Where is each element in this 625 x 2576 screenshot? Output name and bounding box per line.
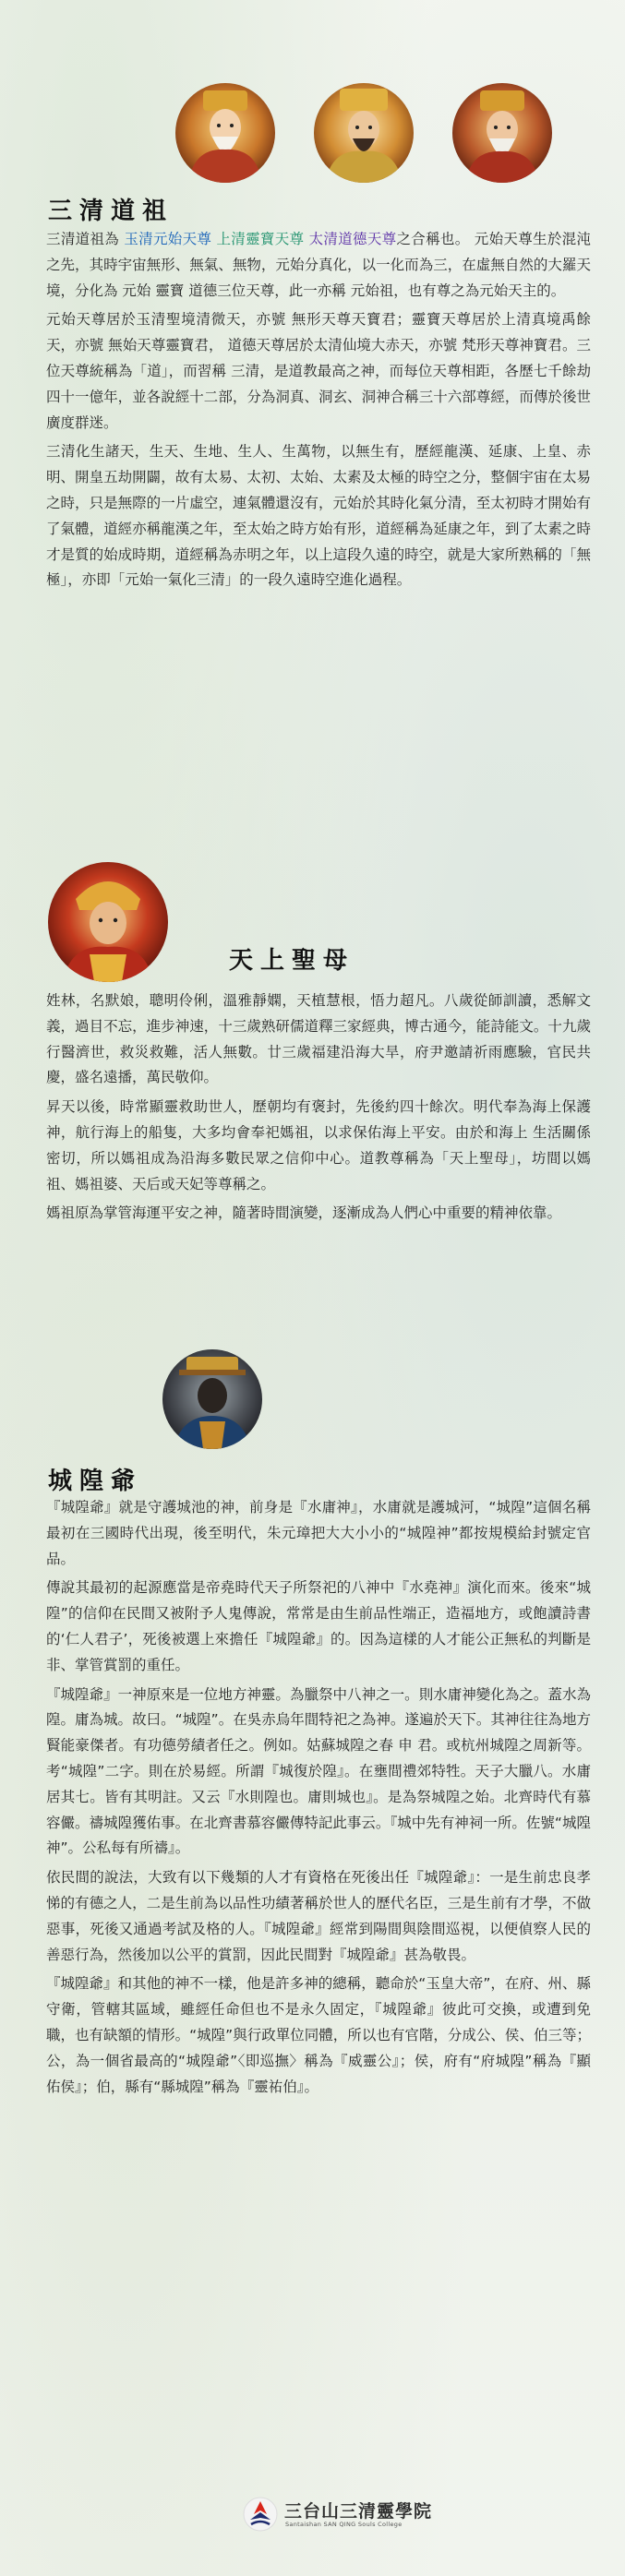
daode-name: 太清道德天尊 [304, 231, 397, 247]
section-mazu [46, 988, 591, 1230]
section-title-chenghuang: 城隍爺 [48, 1468, 143, 1495]
chenghuang-portrait [162, 1349, 262, 1449]
section-sanqing [46, 227, 591, 597]
mazu-paragraph-2: 昇天以後，時常顯靈救助世人，歷朝均有褒封，先後約四十餘次。明代奉為海上保護神，航行海上的船隻，大多均會奉祀媽祖，以求保佑海上平安。由於和海上 生活關係密切，所以媽祖成為沿海多數民眾之信仰中心。道教尊稱為「天上聖母」，坊間以媽祖、媽祖婆、天后或天妃等尊稱之。 [46, 1098, 591, 1192]
chenghuang-paragraph-2: 傳說其最初的起源應當是帝堯時代天子所祭祀的八神中『水堯神』演化而來。後來“城隍”的信仰在民間又被附予人鬼傳說，常常是由生前品性端正，造福地方，或飽讀詩書的‘仁人君子’，死後被選上來擔任『城隍爺』的。因為這樣的人才能公正無私的判斷是非、掌管賞罰的重任。 [46, 1579, 591, 1673]
college-english-name: Santaishan SAN QING Souls College [285, 2521, 403, 2528]
mazu-paragraph-1: 姓林，名默娘，聰明伶俐，溫雅靜嫻，天植慧根，悟力超凡。八歲從師訓讀，悉解文義，過目不忘，進步神速，十三歲熟研儒道釋三家經典，博古通今，能詩能文。十九歲行醫濟世，救災救難，活人無數。廿三歲福建沿海大旱，府尹邀請祈雨應驗，官民共慶，盛名遠播，萬民敬仰。 [46, 992, 591, 1086]
section-chenghuang [46, 1495, 591, 2103]
yuanshi-tianzun-portrait [175, 83, 275, 183]
daode-tianzun-portrait [452, 83, 552, 183]
mazu-paragraph-3: 媽祖原為掌管海運平安之神，隨著時間演變，逐漸成為人們心中重要的精神依靠。 [46, 1204, 562, 1222]
lingbao-tianzun-portrait [314, 83, 414, 183]
college-logo-icon [242, 2496, 279, 2533]
college-name: 三台山三清靈學院 [284, 2501, 433, 2522]
chenghuang-paragraph-4: 依民間的說法，大致有以下幾類的人才有資格在死後出任『城隍爺』：一是生前忠良孝悌的有德之人，二是生前為以品性功績著稱於世人的歷代名臣，三是生前有才學，不做惡事，死後又通過考試及格的人。『城隍爺』經常到陽間與陰間巡視，以便偵察人民的善惡行為，然後加以公平的賞罰，因此民間對『城隍爺』甚為敬畏。 [46, 1869, 591, 1963]
sanqing-paragraph-3: 三清化生諸天，生天、生地、生人、生萬物，以無生有，歷經龍漢、延康、上皇、赤明、開皇五劫開闢，故有太易、太初、太始、太素及太極的時空之分，整個宇宙在太易之時，只是無際的一片虛空，連氣體還沒有，元始於其時化氣分清，至太初時才開始有了氣體，道經亦稱龍漢之年，至太始之時方始有形，道經稱為延康之年，到了太素之時才是質的始成時期，道經稱為赤明之年，以上這段久遠的時空，就是大家所熟稱的「無極」，亦即「元始一氣化三清」的一段久遠時空進化過程。 [46, 443, 591, 589]
section-title-sanqing: 三清道祖 [48, 198, 174, 225]
chenghuang-paragraph-1: 『城隍爺』就是守護城池的神，前身是『水庸神』，水庸就是護城河，“城隍”這個名稱最初在三國時代出現，後至明代，朱元璋把大大小小的“城隍神”都按規模給封號定官品。 [46, 1499, 591, 1567]
section-title-mazu: 天上聖母 [229, 947, 355, 975]
lingbao-name: 上清靈寶天尊 [211, 231, 305, 247]
mazu-portrait [48, 862, 168, 982]
sanqing-paragraph-2: 元始天尊居於玉清聖境清微天，亦號 無形天尊天寶君；靈寶天尊居於上清真境禹餘天，亦號 無始天尊靈寶君， 道德天尊居於太清仙境大赤天，亦號 梵形天尊神寶君。三位天尊統稱為「道」，而習稱 三清，是道教最高之神，而每位天尊相距，各歷七千餘劫四十一億年，並各說經十二部，分為洞真、洞玄、洞神合稱三十六部尊經，而傳於後世廣度群迷。 [46, 311, 591, 431]
chenghuang-paragraph-3: 『城隍爺』一神原來是一位地方神靈。為臘祭中八神之一。則水庸神變化為之。蓋水為隍。庸為城。故曰。“城隍”。在吳赤烏年間特祀之為神。遂遍於天下。其神往往為地方賢能豪傑者。有功德勞績者任之。例如。姑蘇城隍之春 申 君。或杭州城隍之周新等。考“城隍”二字。則在於易經。所謂『城復於隍』。在壅間禮郊特牲。天子大臘八。水庸居其七。皆有其明註。又云『水則隍也。庸則城也』。是為祭城隍之始。北齊時代有慕容儼。禱城隍獲佑事。在北齊書慕容儼傳特記此事云。『城中先有神祠一所。佐號“城隍神”。公私每有所禱』。 [46, 1685, 591, 1857]
sanqing-paragraph-1: 三清道祖為 玉清元始天尊 上清靈寶天尊 太清道德天尊之合稱也。 元始天尊生於混沌之先，其時宇宙無形、無氣、無物，元始分真化，以一化而為三，在虛無自然的大羅天境，分化為 元始 靈寶 道德三位天尊，此一亦稱 元始祖，也有尊之為元始天主的。 [46, 231, 591, 299]
chenghuang-paragraph-5: 『城隍爺』和其他的神不一樣，他是許多神的總稱，聽命於“玉皇大帝”，在府、州、縣守衛，管轄其區域，雖經任命但也不是永久固定，『城隍爺』彼此可交換，或遭到免職，也有缺額的情形。“城隍”與行政單位同體，所以也有官階，分成公、侯、伯三等；公，為一個省最高的“城隍爺”〈即巡撫〉稱為『威靈公』；侯，府有“府城隍”稱為『顯佑侯』；伯，縣有“縣城隍”稱為『靈祐伯』。 [46, 1975, 591, 2095]
yuanshi-name: 玉清元始天尊 [124, 231, 212, 247]
college-logo [242, 2492, 433, 2538]
